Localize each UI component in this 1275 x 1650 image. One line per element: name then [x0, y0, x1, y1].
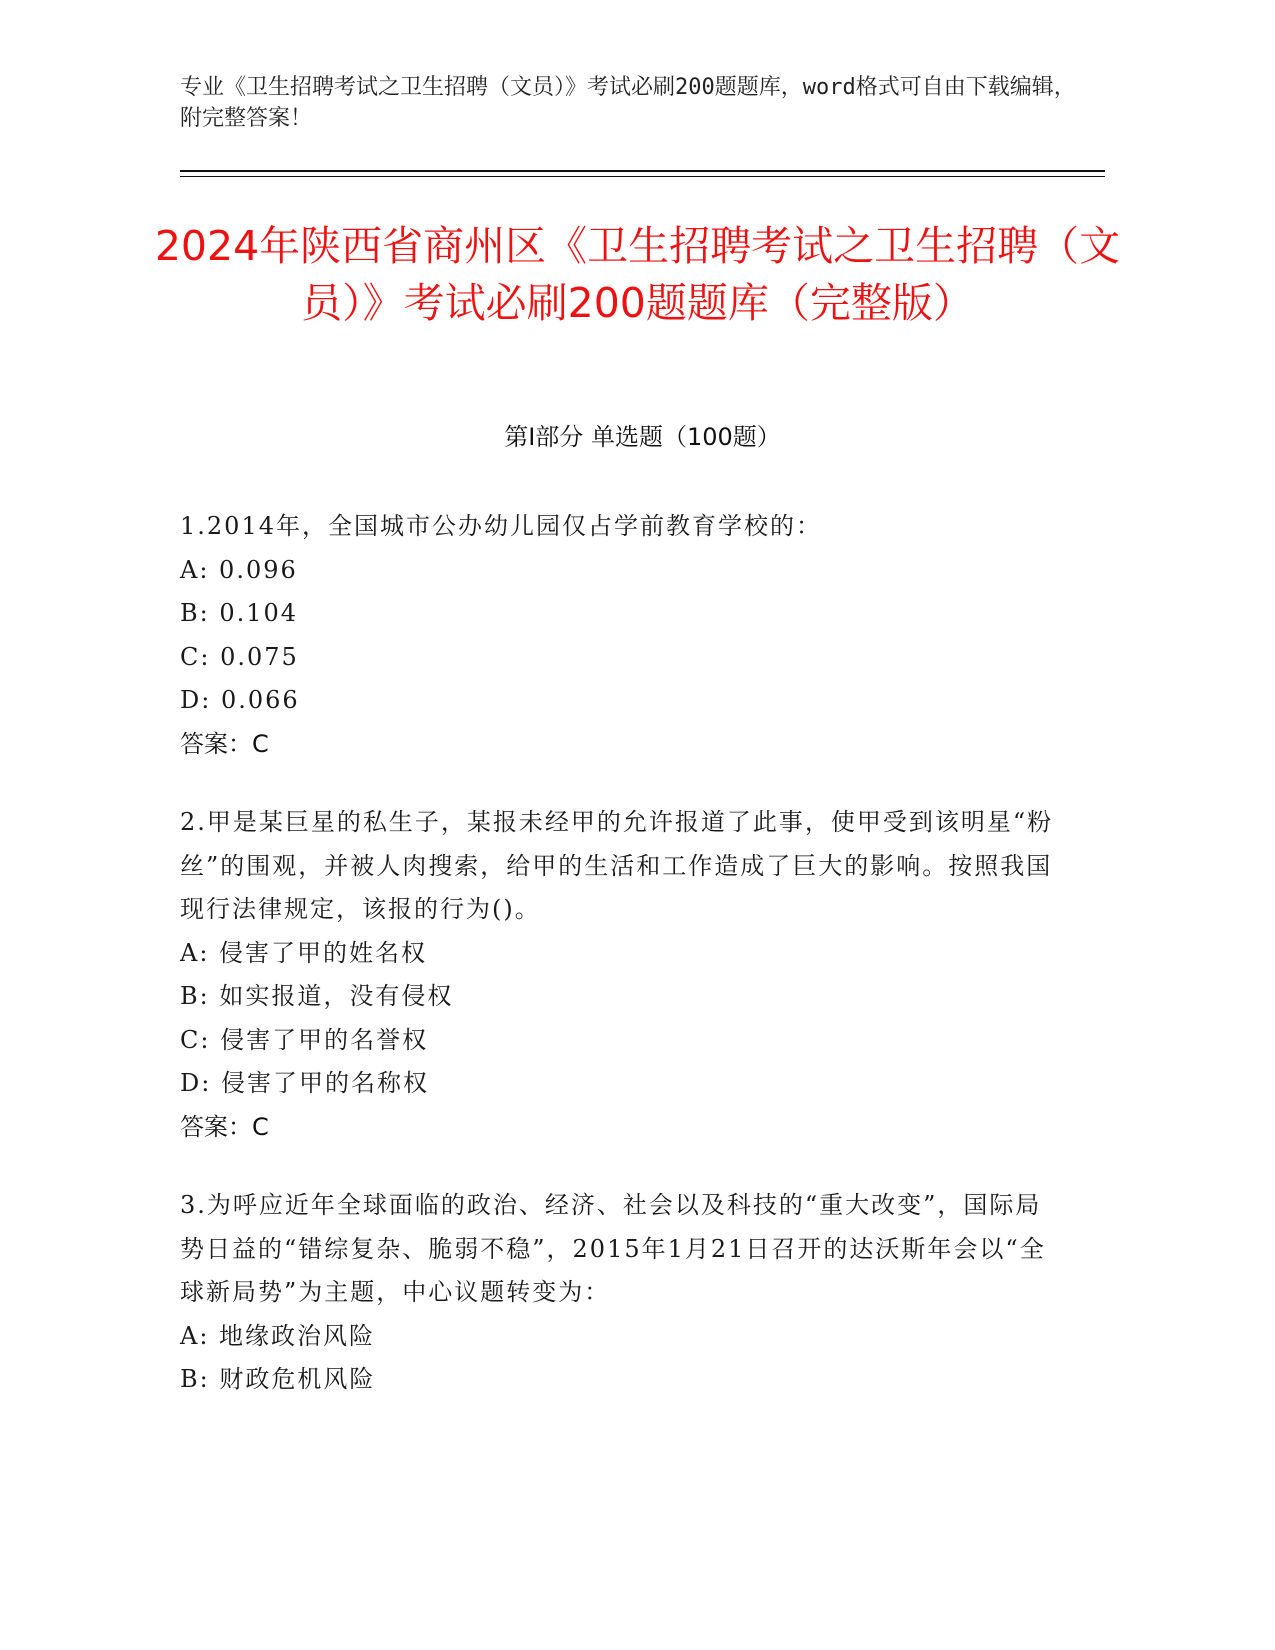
- header-divider-thin: [180, 176, 1105, 177]
- option-b: B: 如实报道，没有侵权: [180, 982, 454, 1010]
- question-3: [180, 1184, 1060, 1402]
- question-1: [180, 505, 1060, 766]
- document-title: 2024年陕西省商州区《卫生招聘考试之卫生招聘（文员）》考试必刷200题题库（完整版）: [154, 222, 1121, 327]
- option-c: C: 0.075: [180, 642, 299, 671]
- option-d: D: 0.066: [180, 686, 300, 714]
- header-note: 专业《卫生招聘考试之卫生招聘（文员）》考试必刷200题题库，word格式可自由下载编辑，附完整答案！: [180, 75, 1076, 131]
- question-text: 1.2014年，全国城市公办幼儿园仅占学前教育学校的：: [180, 512, 822, 540]
- option-d: D: 侵害了甲的名称权: [180, 1069, 429, 1097]
- option-b: B: 财政危机风险: [180, 1365, 376, 1393]
- answer: 答案：C: [180, 729, 269, 758]
- header-divider: [180, 170, 1105, 172]
- option-a: A: 地缘政治风险: [180, 1321, 376, 1350]
- question-text: 3.为呼应近年全球面临的政治、经济、社会以及科技的“重大改变”，国际局势日益的“错综复杂、脆弱不稳”，2015年1月21日召开的达沃斯年会以“全球新局势”为主题，中心议题转变为：: [180, 1191, 1046, 1306]
- option-a: A: 0.096: [180, 555, 298, 584]
- option-b: B: 0.104: [180, 599, 299, 627]
- question-text: 2.甲是某巨星的私生子，某报未经甲的允许报道了此事，使甲受到该明星“粉丝”的围观，并被人肉搜索，给甲的生活和工作造成了巨大的影响。按照我国现行法律规定，该报的行为()。: [180, 808, 1054, 923]
- section-heading: 第I部分 单选题（100题）: [504, 423, 781, 451]
- option-a: A: 侵害了甲的姓名权: [180, 938, 428, 967]
- question-list: [180, 505, 1060, 1437]
- answer: 答案：C: [180, 1112, 269, 1141]
- question-2: [180, 801, 1060, 1149]
- option-c: C: 侵害了甲的名誉权: [180, 1025, 429, 1054]
